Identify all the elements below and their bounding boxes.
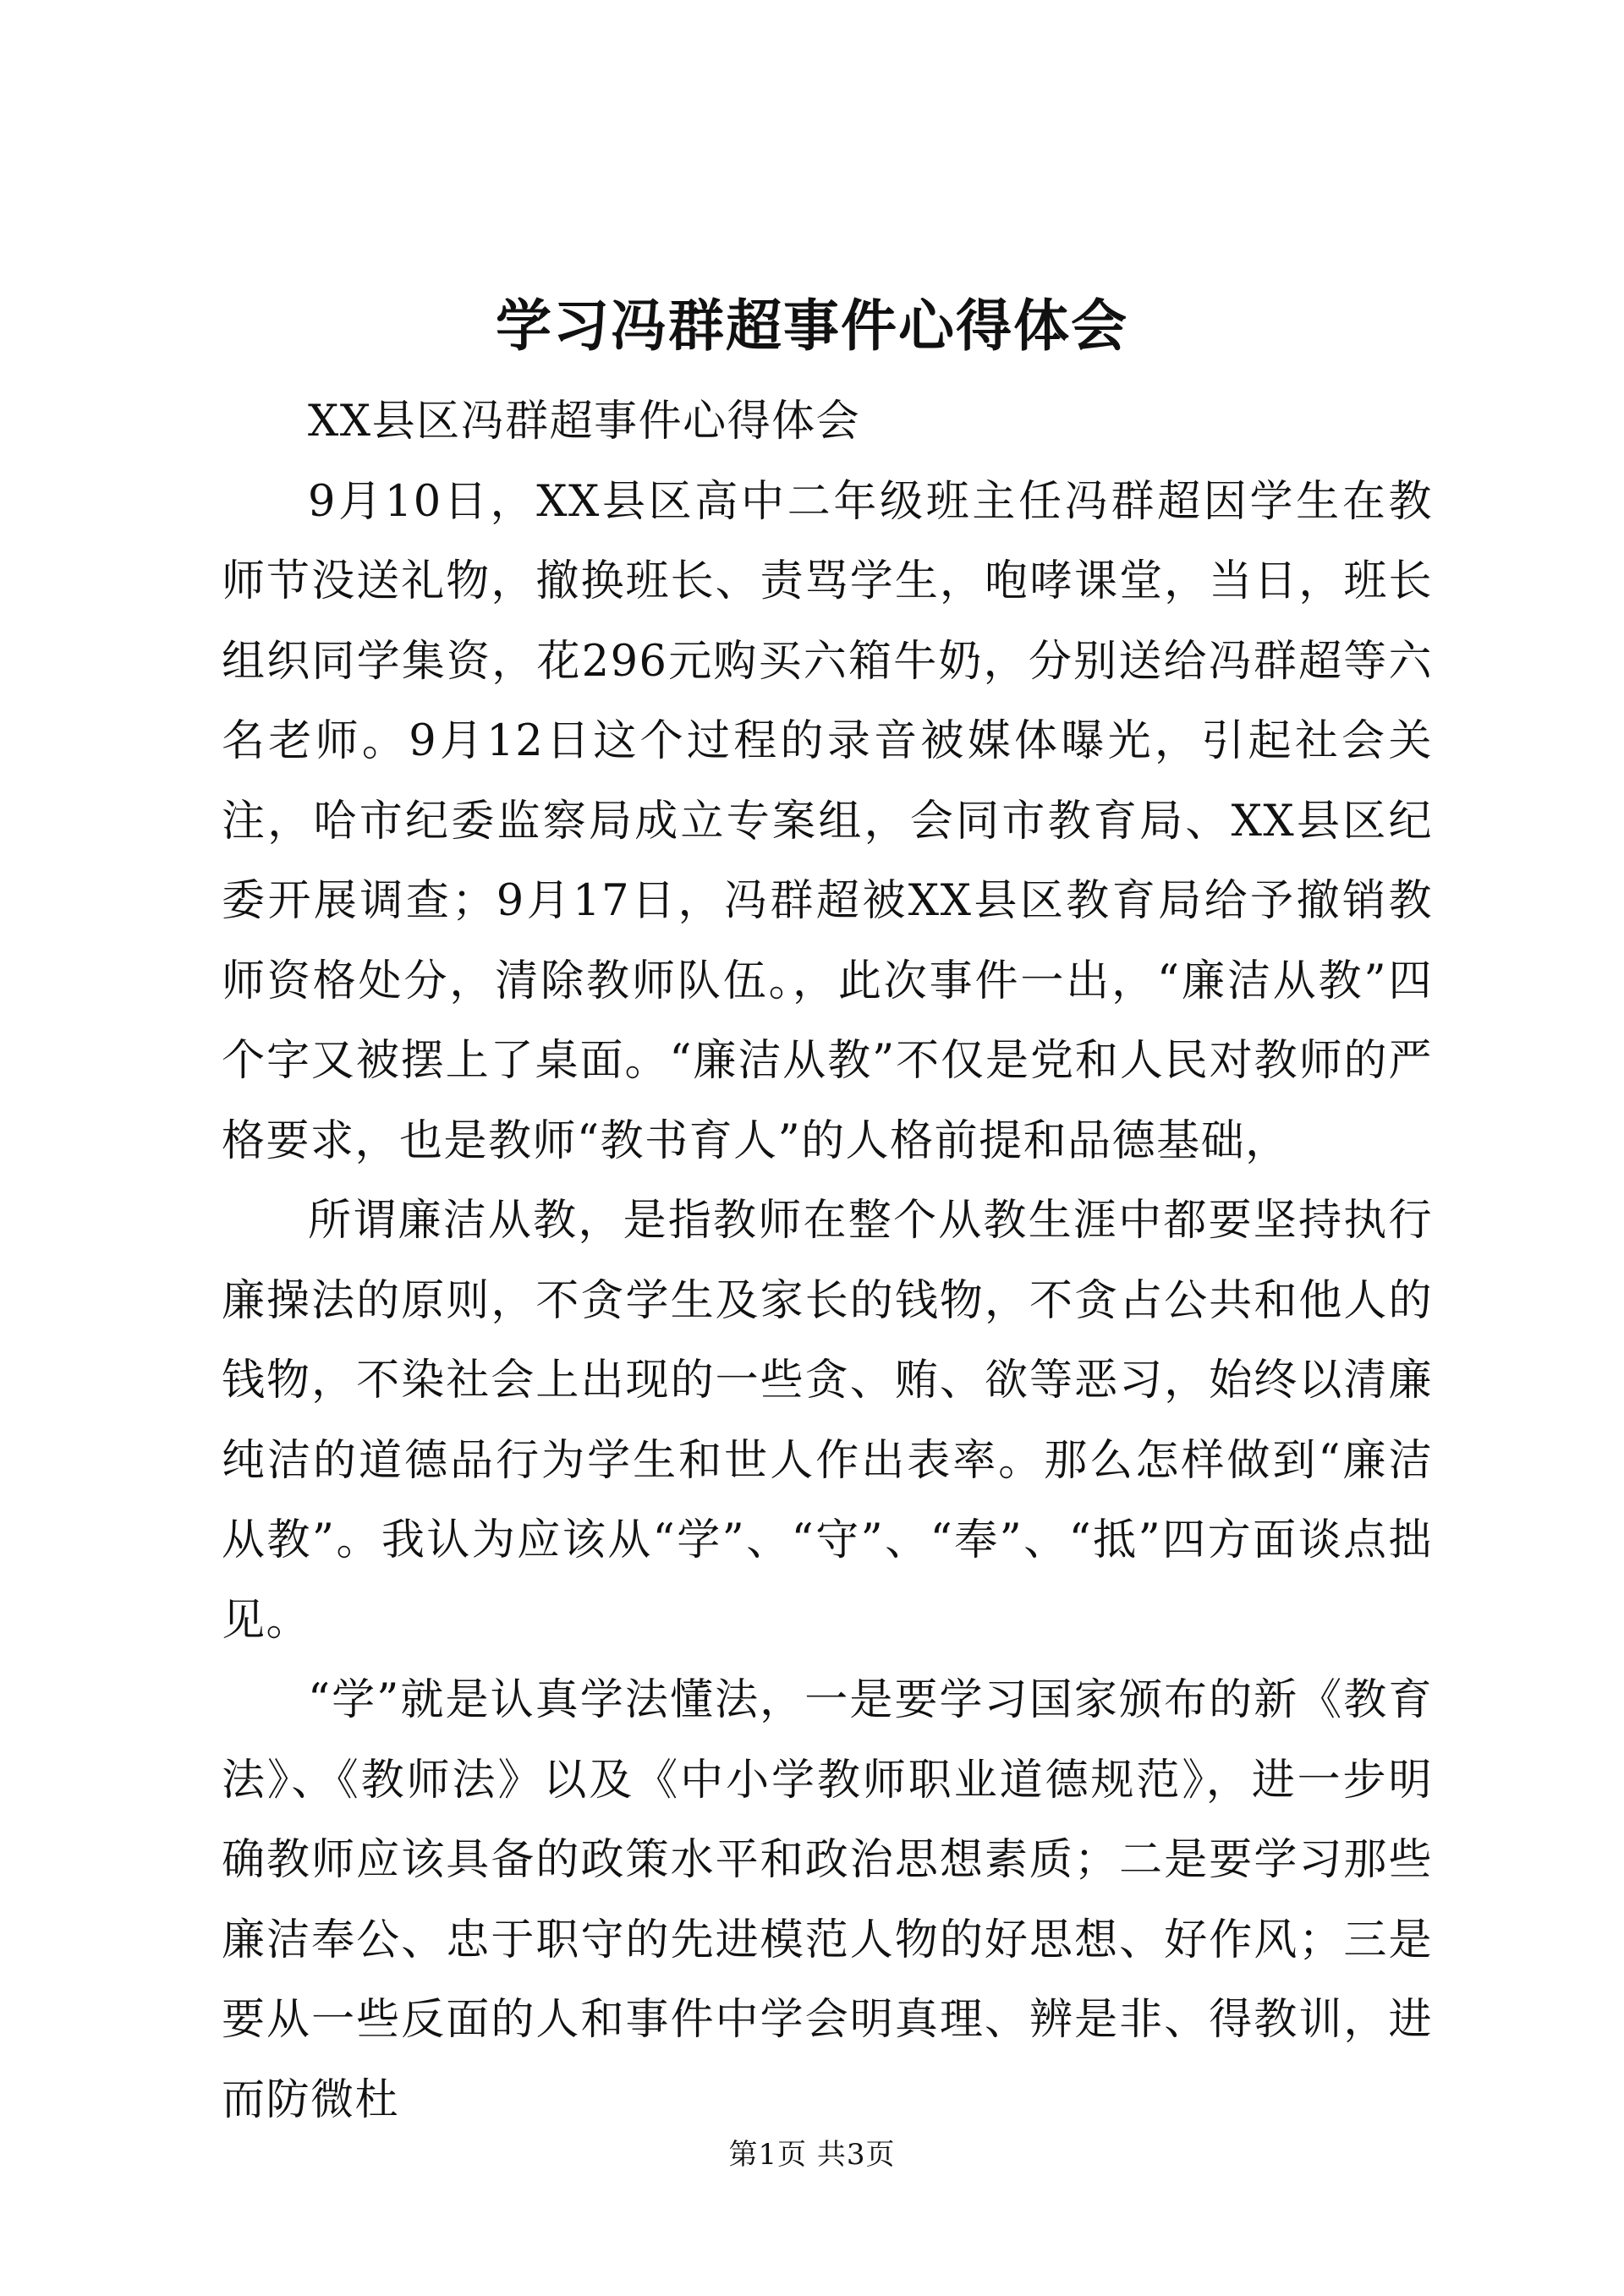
paragraph-definition: 所谓廉洁从教，是指教师在整个从教生涯中都要坚持执行廉操法的原则，不贪学生及家长的钱物，不贪占公共和他人的钱物，不染社会上出现的一些贪、贿、欲等恶习，始终以清廉纯洁的道德品行为学生和世人作出表率。那么怎样做到“廉洁从教”。我认为应该从“学”、“守”、“奉”、“抵”四方面谈点拙见。 — [222, 1196, 1433, 1646]
document-body — [222, 382, 1433, 2140]
paragraph-event-summary: 9月10日，XX县区高中二年级班主任冯群超因学生在教师节没送礼物，撤换班长、责骂学生，咆哮课堂，当日，班长组织同学集资，花296元购买六箱牛奶，分别送给冯群超等六名老师。9月12日这个过程的录音被媒体曝光，引起社会关注，哈市纪委监察局成立专案组，会同市教育局、XX县区纪委开展调查；9月17日，冯群超被XX县区教育局给予撤销教师资格处分，清除教师队伍。，此次事件一出，“廉洁从教”四个字又被摆上了桌面。“廉洁从教”不仅是党和人民对教师的严格要求，也是教师“教书育人”的人格前提和品德基础， — [222, 476, 1433, 1166]
document-title: 学习冯群超事件心得体会 — [496, 293, 1128, 359]
paragraph-study: “学”就是认真学法懂法，一是要学习国家颁布的新《教育法》、《教师法》以及《中小学教师职业道德规范》，进一步明确教师应该具备的政策水平和政治思想素质；二是要学习那些廉洁奉公、忠于职守的先进模范人物的好思想、好作风；三是要从一些反面的人和事件中学会明真理、辨是非、得教训，进而防微杜 — [222, 1675, 1433, 2125]
paragraph-subtitle: XX县区冯群超事件心得体会 — [308, 397, 861, 447]
page-number-footer: 第1页 共3页 — [728, 2138, 896, 2172]
